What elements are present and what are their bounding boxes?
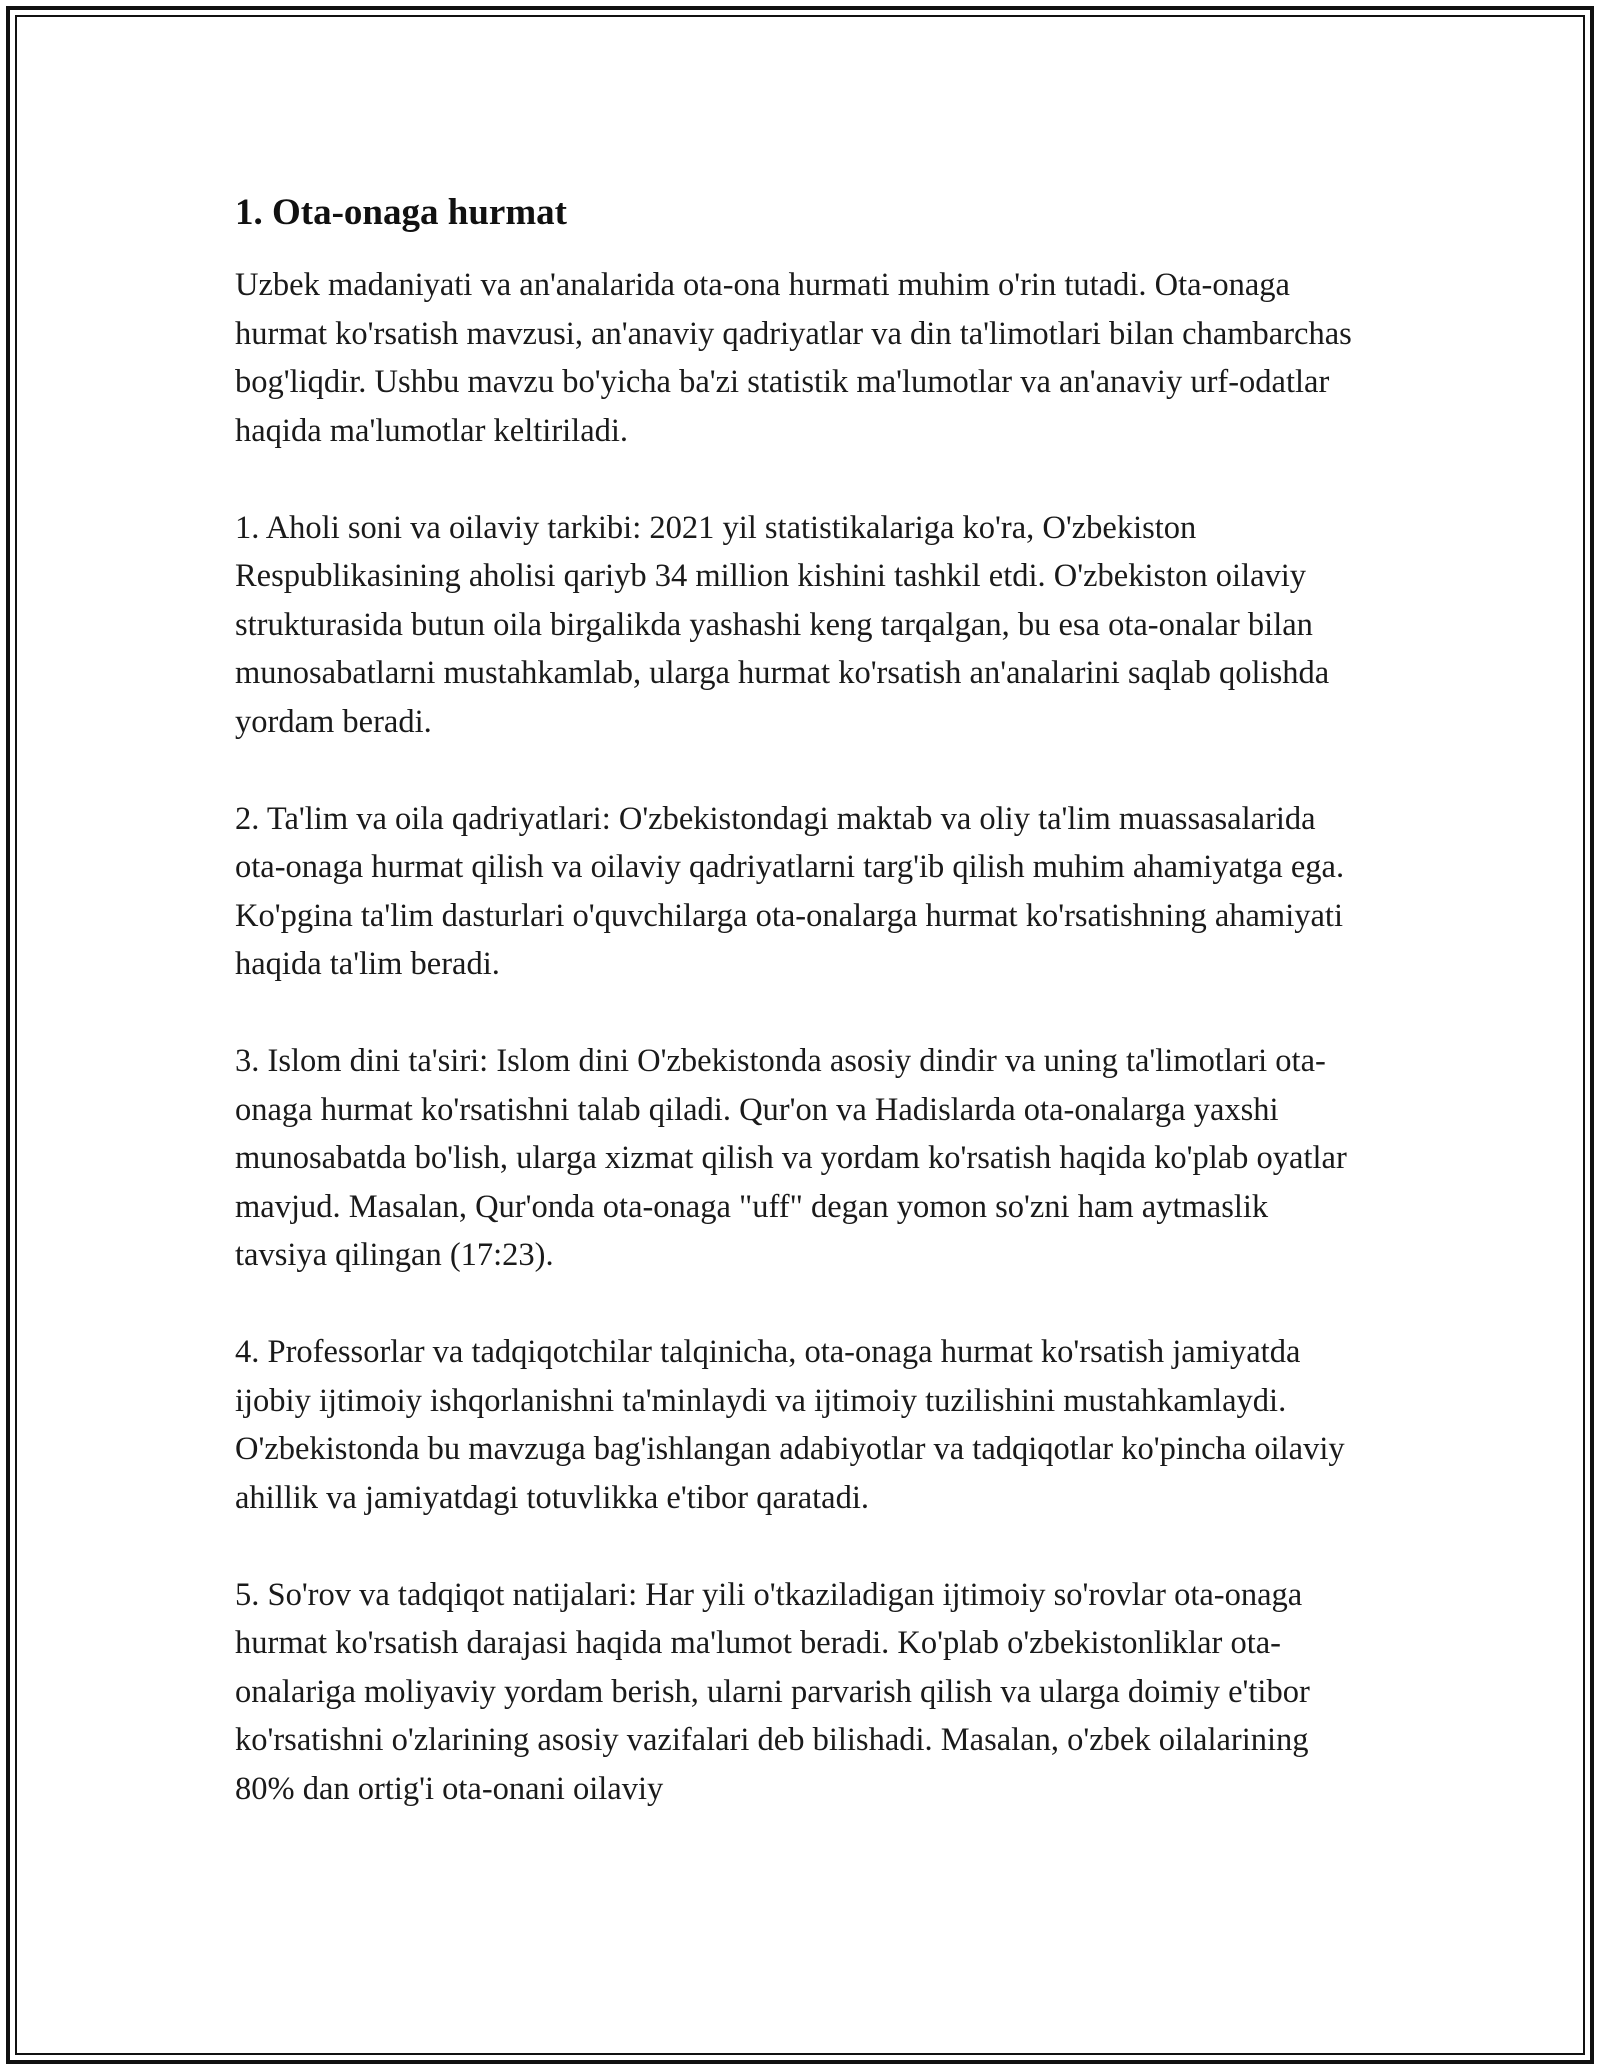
document-body xyxy=(235,187,1365,1862)
paragraph-islam: 3. Islom dini ta'siri: Islom dini O'zbekistonda asosiy dindir va uning ta'limotlari ota-onaga hurmat ko'rsatishni talab qiladi. Qur'on va Hadislarda ota-onalarga yaxshi munosabatda bo'lish, ularga xizmat qilish va yordam ko'rsatish haqida ko'plab oyatlar mavjud. Masalan, Qur'onda ota-onaga "uff" degan yomon so'zni ham aytmaslik tavsiya qilingan (17:23). xyxy=(235,1043,1347,1273)
intro-paragraph: Uzbek madaniyati va an'analarida ota-ona hurmati muhim o'rin tutadi. Ota-onaga hurmat ko'rsatish mavzusi, an'anaviy qadriyatlar va din ta'limotlari bilan chambarchas bog'liqdir. Ushbu mavzu bo'yicha ba'zi statistik ma'lumotlar va an'anaviy urf-odatlar haqida ma'lumotlar keltiriladi. xyxy=(235,267,1352,449)
paragraph-researchers: 4. Professorlar va tadqiqotchilar talqinicha, ota-onaga hurmat ko'rsatish jamiyatda ijobiy ijtimoiy ishqorlanishni ta'minlaydi va ijtimoiy tuzilishini mustahkamlaydi. O'zbekistonda bu mavzuga bag'ishlangan adabiyotlar va tadqiqotlar ko'pincha oilaviy ahillik va jamiyatdagi totuvlikka e'tibor qaratadi. xyxy=(235,1334,1345,1516)
section-heading: 1. Ota-onaga hurmat xyxy=(235,192,567,233)
paragraph-education: 2. Ta'lim va oila qadriyatlari: O'zbekistondagi maktab va oliy ta'lim muassasalarida ota-onaga hurmat qilish va oilaviy qadriyatlarni targ'ib qilish muhim ahamiyatga ega. Ko'pgina ta'lim dasturlari o'quvchilarga ota-onalarga hurmat ko'rsatishning ahamiyati haqida ta'lim beradi. xyxy=(235,800,1345,982)
paragraph-survey: 5. So'rov va tadqiqot natijalari: Har yili o'tkaziladigan ijtimoiy so'rovlar ota-onaga hurmat ko'rsatish darajasi haqida ma'lumot beradi. Ko'plab o'zbekistonliklar ota-onalariga moliyaviy yordam berish, ularni parvarish qilish va ularga doimiy e'tibor ko'rsatishni o'zlarining asosiy vazifalari deb bilishadi. Masalan, o'zbek oilalarining 80% dan ortig'i ota-onani oilaviy xyxy=(235,1576,1310,1807)
paragraph-population: 1. Aholi soni va oilaviy tarkibi: 2021 yil statistikalariga ko'ra, O'zbekiston Respublikasining aholisi qariyb 34 million kishini tashkil etdi. O'zbekiston oilaviy strukturasida butun oila birgalikda yashashi keng tarqalgan, bu esa ota-onalar bilan munosabatlarni mustahkamlab, ularga hurmat ko'rsatish an'analarini saqlab qolishda yordam beradi. xyxy=(235,509,1330,740)
